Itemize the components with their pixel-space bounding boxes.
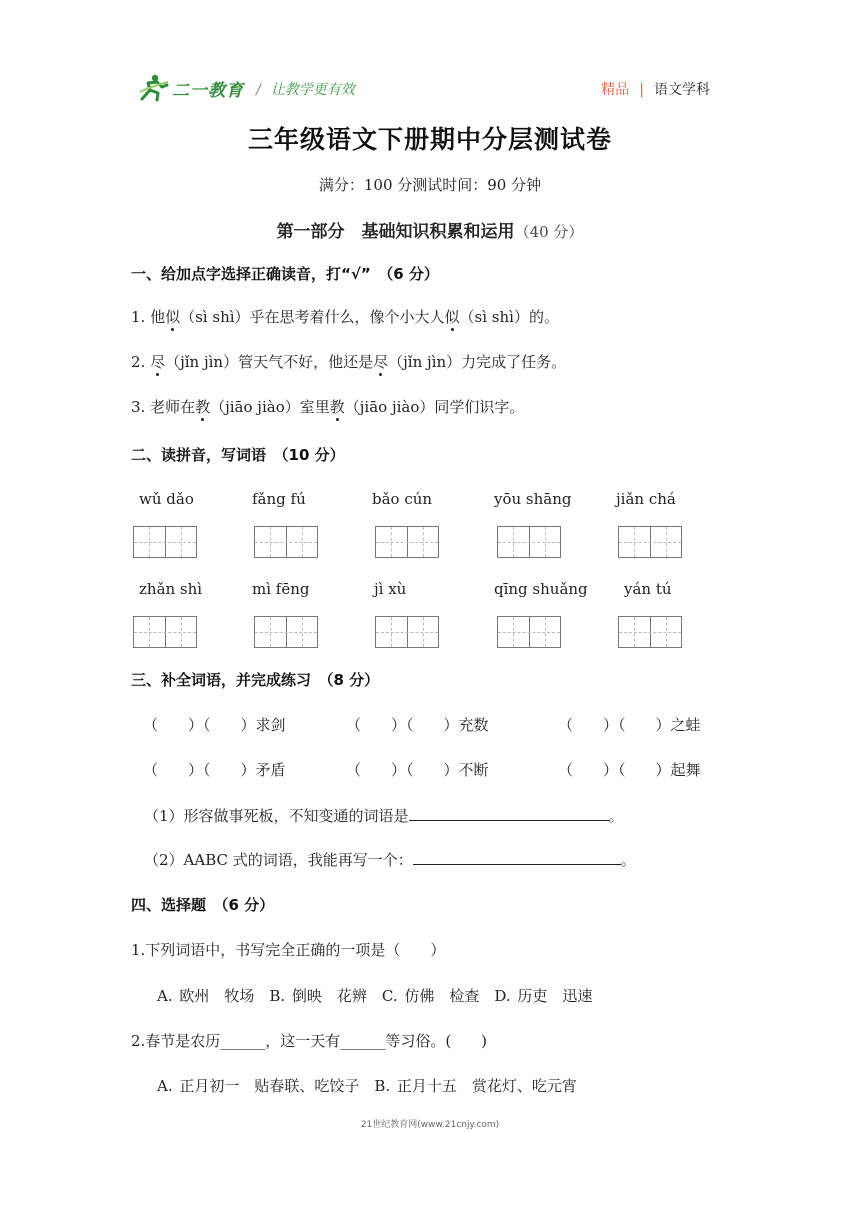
text-segment: 2. [131,353,151,371]
text-segment: （jiāo jiào）室里 [210,398,330,416]
writing-grid-box[interactable] [618,616,682,648]
header-tags [601,79,710,99]
section-heading-3: 三、补全词语，并完成练习 （8 分） [131,671,380,689]
text-segment: （jǐn jìn）力完成了任务。 [388,353,567,371]
answer-line[interactable] [413,850,621,865]
writing-grid-box[interactable] [133,616,197,648]
pinyin-label: fǎng fú [252,490,306,508]
slogan-text: 让教学更有效 [270,82,355,98]
dotted-char: 教 [329,398,345,416]
text-segment: （jiāo jiào）同学们识字。 [344,398,525,416]
part-score: （40 分） [514,223,584,241]
text-segment: （sì shì）乎在思考着什么，像个小大人 [180,308,445,326]
sentence-end: 。 [608,807,624,825]
dotted-char: 尽 [373,353,389,371]
part-heading [0,217,860,242]
choice-options-2[interactable]: A. 正月初一 贴春联、吃饺子 B. 正月十五 赏花灯、吃元宵 [157,1077,577,1095]
pinyin-label: qīng shuǎng [494,580,588,598]
choice-question-2: 2.春节是农历______，这一天有______等习俗。( ) [131,1032,488,1050]
sub-question-2 [144,849,636,870]
pinyin-label: bǎo cún [372,490,433,508]
dotted-char: 似 [444,308,460,326]
header-slash: / [256,82,261,98]
dotted-char: 尽 [150,353,166,371]
brand-name: 二一教育 [172,81,244,101]
writing-grid-box[interactable] [497,616,561,648]
text-segment: 1. 他 [131,308,166,326]
subject-tag: 语文学科 [654,82,710,98]
writing-grid-box[interactable] [497,526,561,558]
header-slogan [256,79,355,99]
tag-separator: | [639,82,644,98]
pinyin-label: jì xù [374,580,407,598]
pinyin-label: jiǎn chá [616,490,676,508]
section-heading-1: 一、给加点字选择正确读音，打“√” （6 分） [131,265,439,283]
writing-grid-box[interactable] [133,526,197,558]
idiom-blank[interactable]: （ ）（ ）矛盾 [143,761,286,779]
question-1-line-3 [131,396,524,417]
choice-options-1[interactable]: A. 欧州 牧场 B. 倒映 花辨 C. 仿佛 检查 D. 历吏 迅速 [157,987,593,1005]
idiom-blank[interactable]: （ ）（ ）求剑 [143,716,286,734]
answer-line[interactable] [409,806,609,821]
pinyin-label: wǔ dǎo [139,490,194,508]
pinyin-label: yōu shāng [494,490,572,508]
exam-info: 满分：100 分测试时间：90 分钟 [318,176,542,194]
part-name: 第一部分 基础知识积累和运用 [276,222,515,242]
question-1-line-2 [131,351,566,372]
idiom-blank[interactable]: （ ）（ ）之蛙 [558,716,701,734]
idiom-blank[interactable]: （ ）（ ）不断 [346,761,489,779]
pinyin-label: mì fēng [252,580,310,598]
text-segment: 3. 老师在 [131,398,196,416]
section-heading-4: 四、选择题 （6 分） [131,896,275,914]
writing-grid-box[interactable] [254,526,318,558]
page-footer: 21世纪教育网(www.21cnjy.com) [360,1120,500,1130]
question-1-line-1 [131,306,559,327]
page-title: 三年级语文下册期中分层测试卷 [247,125,612,154]
writing-grid-box[interactable] [618,526,682,558]
dotted-char: 似 [165,308,181,326]
writing-grid-box[interactable] [375,526,439,558]
sub-question-1 [144,805,624,826]
idiom-blank[interactable]: （ ）（ ）充数 [346,716,489,734]
section-heading-2: 二、读拼音，写词语 （10 分） [131,446,345,464]
pinyin-label: yán tú [624,580,672,598]
writing-grid-box[interactable] [254,616,318,648]
text-segment: （jǐn jìn）管天气不好，他还是 [165,353,374,371]
sentence-end: 。 [620,851,636,869]
pinyin-label: zhǎn shì [139,580,203,598]
sub-question-text: （1）形容做事死板，不知变通的词语是 [144,807,409,825]
text-segment: （sì shì）的。 [459,308,559,326]
writing-grid-box[interactable] [375,616,439,648]
quality-tag: 精品 [601,82,630,98]
sub-question-text: （2）AABC 式的词语，我能再写一个： [144,851,413,869]
dotted-char: 教 [195,398,211,416]
choice-question-1: 1.下列词语中，书写完全正确的一项是（ ） [131,941,446,959]
idiom-blank[interactable]: （ ）（ ）起舞 [558,761,701,779]
